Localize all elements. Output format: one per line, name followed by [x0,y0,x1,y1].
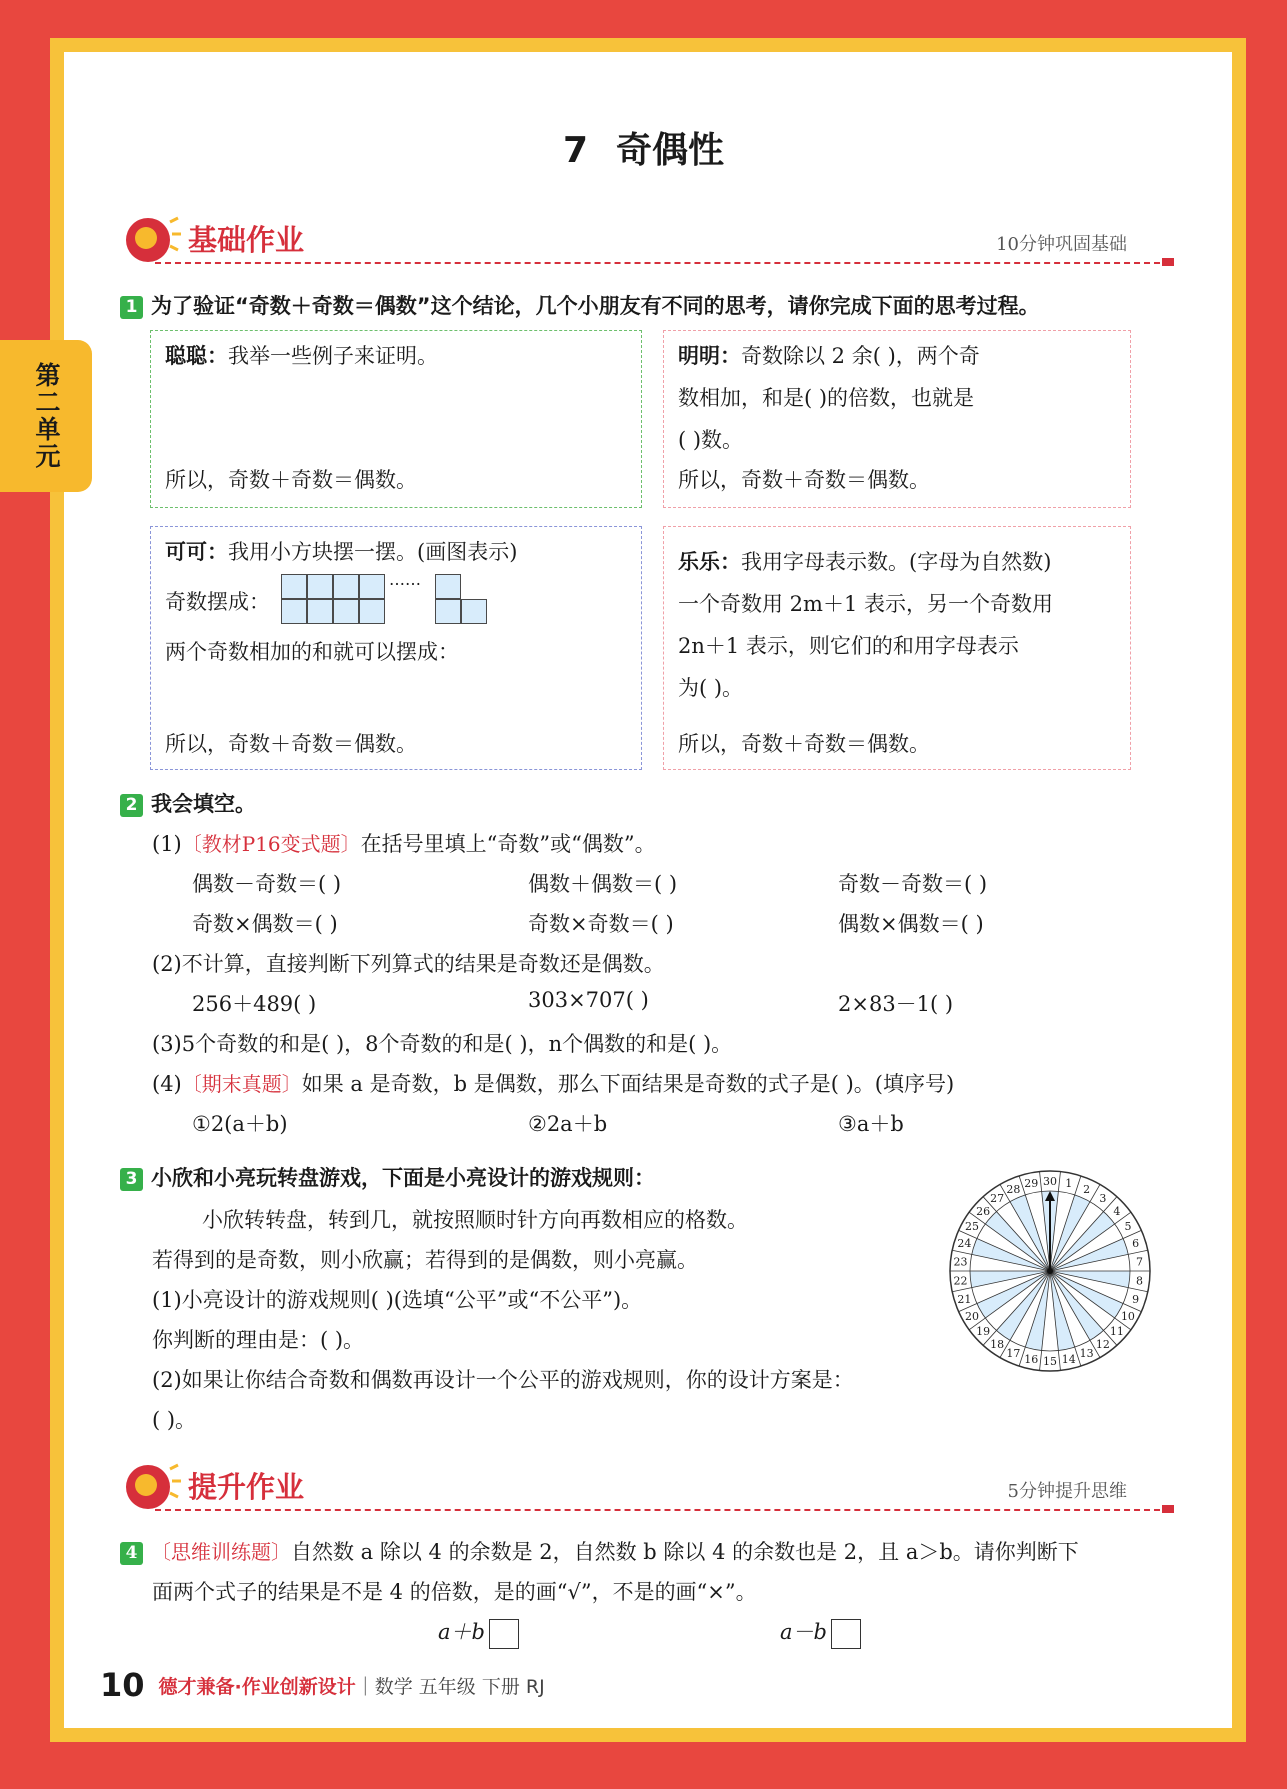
wheel-number: 24 [957,1237,972,1251]
wheel-number: 8 [1136,1274,1144,1288]
wheel-number: 15 [1043,1355,1057,1368]
q3-line: 小欣转转盘，转到几，就按照顺时针方向再数相应的格数。 [202,1208,748,1232]
q2-item: 256＋489( ) [192,992,317,1016]
wheel-number: 14 [1061,1353,1076,1367]
q2-item: 奇数×奇数＝( ) [528,912,674,936]
keke-box: 可可：我用小方块摆一摆。(画图表示) 奇数摆成： …… 两个奇数相加的和就可以摆成： 所以，奇数＋奇数＝偶数。 [150,526,642,770]
wheel-number: 20 [965,1310,980,1323]
q2-item: 偶数×偶数＝( ) [838,912,984,936]
wheel-number: 18 [990,1337,1005,1351]
page-title: 7 奇偶性 [562,130,725,171]
q1-prompt: 1 为了验证“奇数＋奇数＝偶数”这个结论，几个小朋友有不同的思考，请你完成下面的思考过程。 [120,290,1040,320]
q3-line: 你判断的理由是：( )。 [152,1328,365,1352]
q4-line2: 面两个式子的结果是不是 4 的倍数，是的画“√”，不是的画“×”。 [152,1580,757,1604]
wheel-number: 22 [953,1274,968,1288]
q2-item: 303×707( ) [528,988,649,1012]
q2-prompt: 2 我会填空。 [120,788,256,818]
q4-line1: 4 〔思维训练题〕自然数 a 除以 4 的余数是 2，自然数 b 除以 4 的余数也是 2，且 a＞b。请你判断下 [120,1536,1079,1566]
wheel-number: 10 [1120,1310,1135,1323]
wheel-number: 17 [1006,1347,1021,1361]
q2-item: 偶数＋偶数＝( ) [528,872,678,896]
q2-part4: (4)〔期末真题〕如果 a 是奇数，b 是偶数，那么下面结果是奇数的式子是( )。(填序号) [152,1072,955,1096]
page-footer: 10 德才兼备·作业创新设计｜数学 五年级 下册 RJ [100,1666,545,1704]
spinner-wheel [945,1166,1155,1376]
bulb-icon [120,212,182,268]
wheel-number: 28 [1006,1182,1021,1196]
wheel-number: 13 [1079,1347,1094,1361]
wheel-number: 7 [1136,1255,1144,1269]
section-basic-header: 基础作业 10分钟巩固基础 [0,218,1287,270]
wheel-number: 19 [976,1325,991,1339]
wheel-number: 25 [965,1220,980,1233]
wheel-number: 2 [1083,1182,1091,1196]
q2-item: 2×83－1( ) [838,992,954,1016]
q2-option: ③a＋b [838,1112,904,1136]
wheel-number: 4 [1113,1204,1121,1218]
q3-line: ( )。 [152,1408,197,1432]
wheel-number: 12 [1095,1337,1110,1351]
q3-line: (2)如果让你结合奇数和偶数再设计一个公平的游戏规则，你的设计方案是： [152,1368,854,1392]
wheel-number: 11 [1109,1325,1124,1339]
q4-expr2: a－b [780,1616,861,1649]
q2-option: ②2a＋b [528,1112,608,1136]
wheel-number: 1 [1065,1176,1073,1190]
wheel-number: 26 [976,1204,991,1218]
odd-blocks-diagram: …… [281,574,511,626]
unit-tab: 第二单元 [0,340,92,492]
bulb-icon [120,1459,182,1515]
q2-item: 奇数×偶数＝( ) [192,912,338,936]
congcong-box: 聪聪：我举一些例子来证明。 所以，奇数＋奇数＝偶数。 [150,330,642,508]
wheel-number: 29 [1024,1176,1039,1190]
q2-option: ①2(a＋b) [192,1112,288,1136]
q3-line: 若得到的是奇数，则小欣赢；若得到的是偶数，则小亮赢。 [152,1248,698,1272]
wheel-number: 23 [953,1255,968,1269]
lele-box: 乐乐：我用字母表示数。(字母为自然数) 一个奇数用 2m＋1 表示，另一个奇数用 2n＋1 表示，则它们的和用字母表示 为( )。 所以，奇数＋奇数＝偶数。 [663,526,1131,770]
section-advanced-header: 提升作业 5分钟提升思维 [0,1465,1287,1517]
q3-prompt: 3 小欣和小亮玩转盘游戏，下面是小亮设计的游戏规则： [120,1162,655,1192]
wheel-number: 6 [1132,1237,1140,1251]
q2-part2: (2)不计算，直接判断下列算式的结果是奇数还是偶数。 [152,952,665,976]
q3-line: (1)小亮设计的游戏规则( )(选填“公平”或“不公平”)。 [152,1288,643,1312]
wheel-number: 16 [1024,1353,1039,1367]
answer-box[interactable] [831,1619,861,1649]
wheel-number: 27 [990,1192,1005,1206]
wheel-number: 30 [1043,1175,1057,1188]
wheel-number: 9 [1132,1292,1140,1306]
wheel-number: 5 [1124,1220,1132,1233]
q2-part3: (3)5个奇数的和是( )，8个奇数的和是( )，n个偶数的和是( )。 [152,1032,733,1056]
mingming-box: 明明：奇数除以 2 余( )，两个奇 数相加，和是( )的倍数，也就是 ( )数。 所以，奇数＋奇数＝偶数。 [663,330,1131,508]
q2-item: 偶数－奇数＝( ) [192,872,342,896]
wheel-number: 21 [957,1292,972,1306]
wheel-number: 3 [1099,1192,1107,1206]
answer-box[interactable] [489,1619,519,1649]
q2-part1: (1)〔教材P16变式题〕在括号里填上“奇数”或“偶数”。 [152,832,656,856]
q4-expr1: a＋b [438,1616,519,1649]
q2-item: 奇数－奇数＝( ) [838,872,988,896]
